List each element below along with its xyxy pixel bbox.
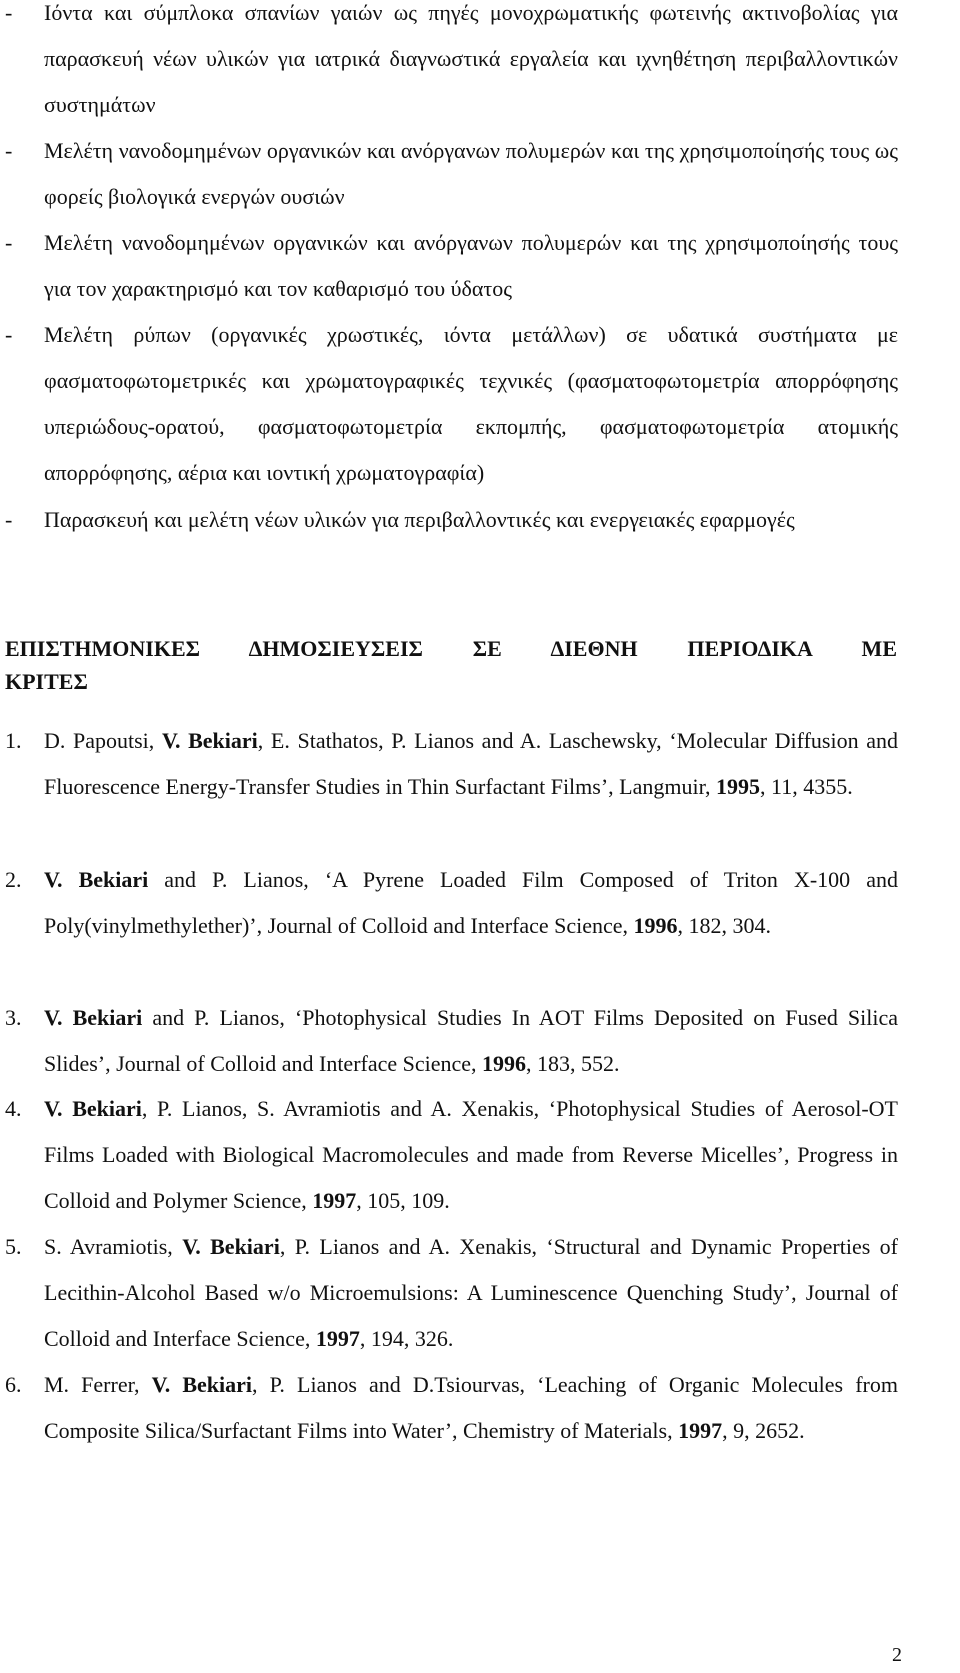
section-heading-line-2: ΚΡΙΤΕΣ [5, 669, 88, 694]
research-item-text: Μελέτη ρύπων (οργανικές χρωστικές, ιόντα μετάλλων) σε υδατικά συστήματα με φασματοφωτομετρικές και χρωματογραφικές τεχνικές (φασματοφωτομετρία απορρόφησης υπεριώδους-ορατού, φασματοφωτομετρία εκπομπής, φασματοφωτομετρία ατομικής απορρόφησης, αέρια και ιοντική χρωματογραφία) [44, 322, 898, 485]
section-heading [5, 632, 897, 698]
journal-name: Journal of Colloid and Interface Science, [116, 1051, 483, 1076]
bullet-dash: - [5, 230, 13, 255]
publication-entry [5, 718, 898, 810]
bullet-dash: - [5, 322, 13, 347]
bullet-dash: - [5, 507, 13, 532]
volume-pages: , 9, 2652. [722, 1418, 805, 1443]
highlighted-author: V. Bekiari [182, 1234, 280, 1259]
publication-number: 6. [5, 1372, 22, 1397]
publication-entry [5, 995, 898, 1087]
highlighted-author: V. Bekiari [44, 867, 149, 892]
journal-name: Progress in Colloid and Polymer Science, [44, 1142, 898, 1213]
research-item [5, 128, 898, 220]
publication-entry [5, 1086, 898, 1224]
volume-pages: , 11, 4355. [760, 774, 853, 799]
research-item [5, 497, 898, 543]
volume-pages: , 105, 109. [356, 1188, 450, 1213]
section-heading-line-1: ΕΠΙΣΤΗΜΟΝΙΚΕΣ ΔΗΜΟΣΙΕΥΣΕΙΣ ΣΕ ΔΙΕΘΝΗ ΠΕΡΙΟΔΙΚΑ ΜΕ [5, 636, 897, 661]
publication-year: 1995 [716, 774, 761, 799]
publication-citation [44, 718, 898, 810]
publication-title: ‘Structural and Dynamic Properties of Lecithin-Alcohol Based w/o Microemulsions: A Luminescence Quenching Study’, [44, 1234, 899, 1305]
journal-name: Chemistry of Materials, [463, 1418, 679, 1443]
research-item-text: Μελέτη νανοδομημένων οργανικών και ανόργανων πολυμερών και της χρησιμοποίησής τους για τον χαρακτηρισμό και τον καθαρισμό του ύδατος [44, 230, 898, 301]
authors-after: , P. Lianos and D.Tsiourvas, [252, 1372, 538, 1397]
publication-entry [5, 1224, 898, 1362]
publication-citation [44, 1224, 898, 1362]
publication-number: 2. [5, 867, 22, 892]
journal-name: Journal of Colloid and Interface Science, [44, 1280, 899, 1351]
volume-pages: , 194, 326. [359, 1326, 454, 1351]
publication-year: 1996 [482, 1051, 527, 1076]
publication-entry [5, 1362, 898, 1454]
research-item-text: Ιόντα και σύμπλοκα σπανίων γαιών ως πηγές μονοχρωματικής φωτεινής ακτινοβολίας για παρασκευή νέων υλικών για ιατρικά διαγνωστικά εργαλεία και ιχνηθέτηση περιβαλλοντικών συστημάτων [44, 0, 898, 117]
publication-citation [44, 1362, 898, 1454]
publication-title: ‘Photophysical Studies In AOT Films Deposited on Fused Silica Slides’, [44, 1005, 898, 1076]
publication-citation [44, 1086, 898, 1224]
publication-number: 3. [5, 1005, 22, 1030]
highlighted-author: V. Bekiari [161, 728, 258, 753]
authors-before: S. Avramiotis, [44, 1234, 183, 1259]
research-item [5, 220, 898, 312]
research-item-text: Παρασκευή και μελέτη νέων υλικών για περιβαλλοντικές και ενεργειακές εφαρμογές [44, 507, 795, 532]
research-item [5, 0, 898, 128]
research-item-text: Μελέτη νανοδομημένων οργανικών και ανόργανων πολυμερών και της χρησιμοποίησής τους ως φορείς βιολογικά ενεργών ουσιών [44, 138, 898, 209]
publication-citation [44, 857, 898, 949]
publication-number: 1. [5, 728, 22, 753]
publication-year: 1997 [678, 1418, 723, 1443]
publication-year: 1997 [312, 1188, 357, 1213]
highlighted-author: V. Bekiari [44, 1096, 142, 1121]
authors-after: , E. Stathatos, P. Lianos and A. Laschewsky, [257, 728, 670, 753]
authors-after: and P. Lianos, [148, 867, 325, 892]
authors-after: , P. Lianos, S. Avramiotis and A. Xenakis, [141, 1096, 549, 1121]
publication-title: ‘Photophysical Studies of Aerosol-OT Films Loaded with Biological Macromolecules and made from Reverse Micelles’, [44, 1096, 898, 1167]
publication-year: 1996 [633, 913, 678, 938]
publication-citation [44, 995, 898, 1087]
authors-after: , P. Lianos and A. Xenakis, [279, 1234, 547, 1259]
publication-title: ‘Molecular Diffusion and Fluorescence Energy-Transfer Studies in Thin Surfactant Films’, [44, 728, 898, 799]
publication-number: 4. [5, 1096, 22, 1121]
authors-before: M. Ferrer, [44, 1372, 152, 1397]
publication-title: ‘Leaching of Organic Molecules from Composite Silica/Surfactant Films into Water’, [44, 1372, 898, 1443]
highlighted-author: V. Bekiari [44, 1005, 143, 1030]
volume-pages: , 182, 304. [677, 913, 772, 938]
journal-name: Langmuir, [619, 774, 717, 799]
publication-number: 5. [5, 1234, 22, 1259]
bullet-dash: - [5, 0, 13, 25]
volume-pages: , 183, 552. [526, 1051, 620, 1076]
bullet-dash: - [5, 138, 13, 163]
research-item [5, 312, 898, 496]
publication-entry [5, 857, 898, 949]
authors-before: D. Papoutsi, [44, 728, 162, 753]
page-number: 2 [892, 1644, 902, 1666]
journal-name: Journal of Colloid and Interface Science, [267, 913, 634, 938]
authors-after: and P. Lianos, [142, 1005, 295, 1030]
publication-year: 1997 [315, 1326, 360, 1351]
highlighted-author: V. Bekiari [151, 1372, 253, 1397]
publication-title: ‘A Pyrene Loaded Film Composed of Triton X-100 and Poly(vinylmethylether)’, [44, 867, 898, 938]
